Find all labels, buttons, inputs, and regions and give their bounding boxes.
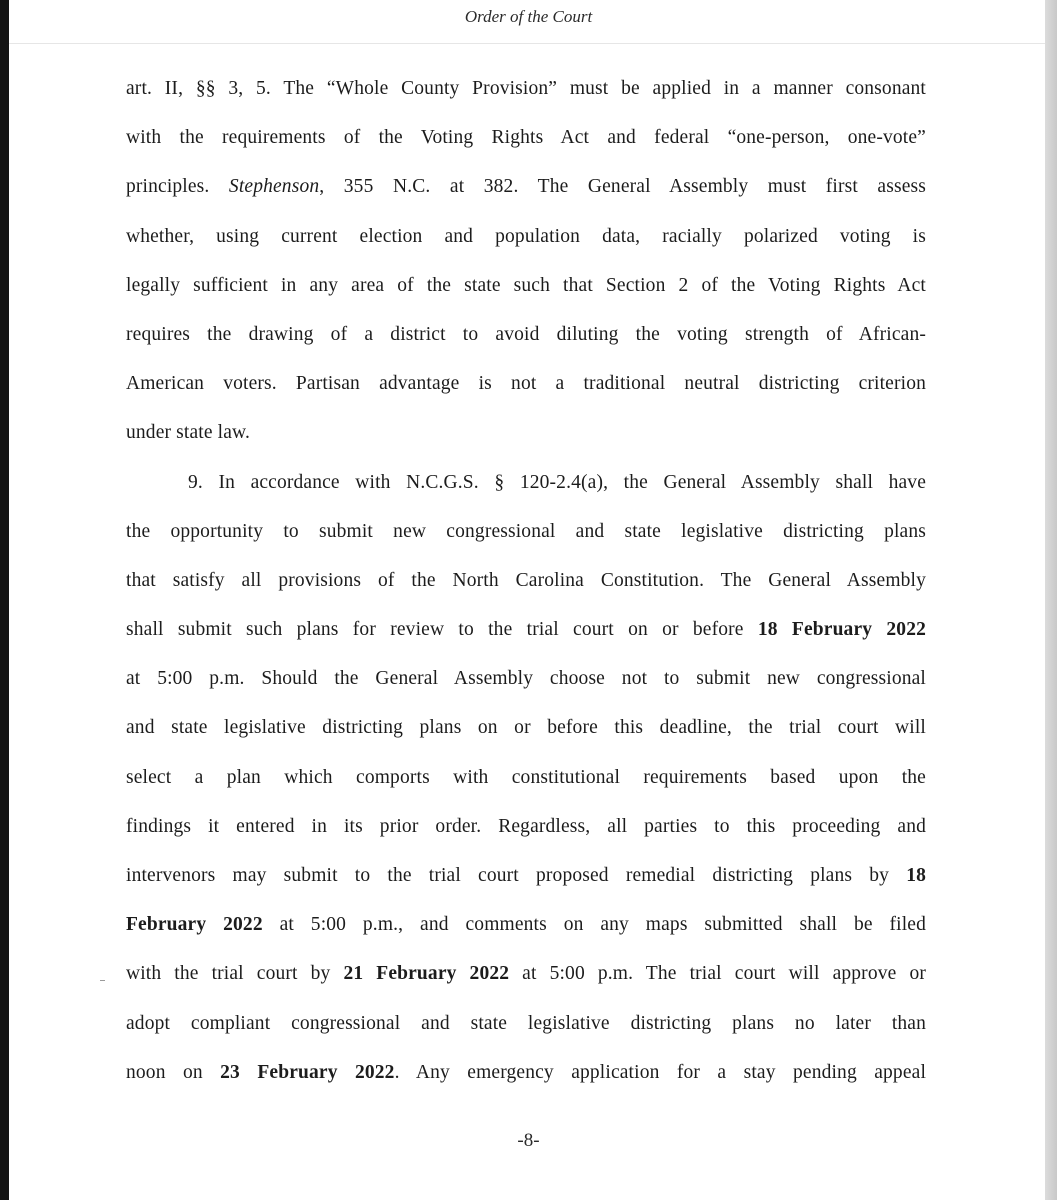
text-segment: at 5:00 p.m. The trial court will approve or [509, 963, 926, 985]
text-segment: that satisfy all provisions of the North Carolina Constitution. The General Assembly [126, 569, 926, 591]
scan-right-edge [1045, 0, 1057, 1200]
bold-date: 21 February 2022 [343, 963, 510, 985]
bold-date: 18 [906, 865, 926, 886]
text-line [126, 611, 926, 660]
text-line [126, 218, 926, 267]
text-line [126, 414, 926, 463]
text-line [126, 709, 926, 758]
text-segment: with the requirements of the Voting Rights Act and federal “one-person, one-vote” [126, 127, 926, 149]
text-segment: at 5:00 p.m. Should the General Assembly choose not to submit new congressional [126, 668, 926, 690]
bold-date: 18 February 2022 [757, 619, 927, 641]
text-line [126, 808, 926, 857]
text-line [126, 365, 926, 414]
text-line [126, 168, 926, 217]
text-segment: noon on [126, 1061, 221, 1083]
text-segment: American voters. Partisan advantage is not a traditional neutral districting criterion [126, 373, 926, 395]
text-segment: findings it entered in its prior order. Regardless, all parties to this proceeding and [126, 815, 926, 837]
bold-date: 23 February 2022 [220, 1061, 395, 1083]
text-segment: at 5:00 p.m., and comments on any maps submitted shall be filed [262, 914, 926, 936]
scan-speck [100, 980, 105, 981]
text-segment: whether, using current election and population data, racially polarized voting is [126, 225, 926, 247]
text-line [126, 906, 926, 955]
text-line [126, 267, 926, 316]
bold-date: February 2022 [126, 914, 263, 936]
text-line [126, 660, 926, 709]
running-header: Order of the Court [464, 7, 593, 26]
text-line [126, 316, 926, 365]
text-line [126, 464, 926, 513]
text-segment: legally sufficient in any area of the state such that Section 2 of the Voting Rights Act [126, 274, 926, 296]
text-line [126, 857, 926, 906]
text-segment: select a plan which comports with constitutional requirements based upon the [126, 766, 926, 788]
text-line [126, 955, 926, 1004]
text-line [126, 562, 926, 611]
text-line [126, 70, 926, 119]
text-line [126, 1054, 926, 1103]
text-segment: principles. [126, 176, 229, 198]
text-segment: 9. In accordance with N.C.G.S. § 120-2.4(a), the General Assembly shall have [188, 471, 926, 493]
text-segment: the opportunity to submit new congressional and state legislative districting plans [126, 520, 926, 542]
text-segment: shall submit such plans for review to the trial court on or before [126, 619, 758, 641]
text-segment: requires the drawing of a district to avoid diluting the voting strength of African- [126, 323, 926, 345]
text-line [126, 513, 926, 562]
scan-left-edge [0, 0, 9, 1200]
text-segment: under state law. [126, 422, 251, 444]
text-segment: , 355 N.C. at 382. The General Assembly must first assess [319, 176, 926, 198]
text-segment: adopt compliant congressional and state legislative districting plans no later than [126, 1012, 926, 1034]
text-segment: art. II, §§ 3, 5. The “Whole County Provision” must be applied in a manner consonant [126, 78, 926, 99]
header-divider [9, 43, 1045, 44]
document-body [126, 70, 926, 1103]
page-number: -8- [517, 1130, 540, 1151]
text-segment: . Any emergency application for a stay pending appeal [394, 1061, 927, 1083]
text-line [126, 759, 926, 808]
case-citation: Stephenson [228, 176, 320, 198]
text-segment: and state legislative districting plans on or before this deadline, the trial court will [126, 717, 926, 739]
text-line [126, 1005, 926, 1054]
text-line [126, 119, 926, 168]
text-segment: intervenors may submit to the trial court proposed remedial districting plans by [126, 865, 907, 886]
text-segment: with the trial court by [126, 963, 344, 985]
